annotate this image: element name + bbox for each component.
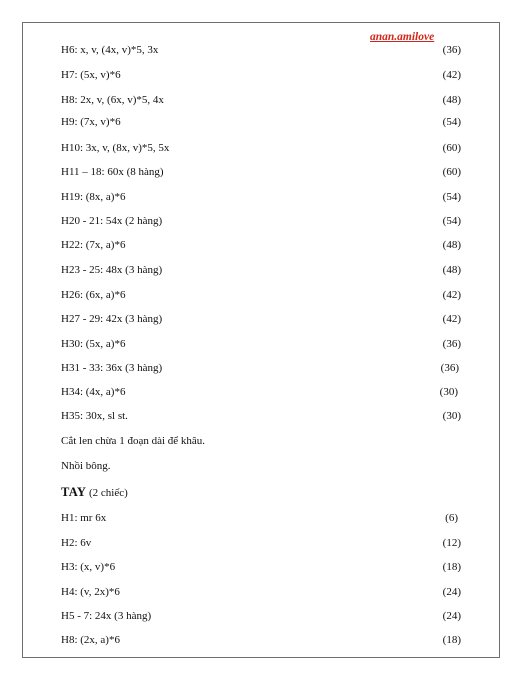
stitch-count: (30) (439, 386, 458, 398)
row-instruction: H11 – 18: 60x (8 hàng) (61, 166, 164, 178)
pattern-row (61, 140, 461, 156)
pattern-row (61, 384, 461, 400)
pattern-row (61, 535, 461, 551)
section-heading-arm (61, 484, 128, 501)
stitch-count: (54) (442, 116, 461, 128)
row-instruction: H22: (7x, a)*6 (61, 239, 126, 251)
section-title: TAY (61, 485, 87, 499)
row-instruction: H19: (8x, a)*6 (61, 191, 126, 203)
pattern-row (61, 42, 461, 58)
pattern-row (61, 584, 461, 600)
pattern-row (61, 164, 461, 180)
stitch-count: (48) (442, 264, 461, 276)
row-instruction: H35: 30x, sl st. (61, 410, 128, 422)
row-instruction: H4: (v, 2x)*6 (61, 586, 120, 598)
pattern-row (61, 608, 461, 624)
stitch-count: (54) (442, 191, 461, 203)
pattern-row (61, 360, 461, 376)
note-line (61, 458, 461, 474)
stitch-count: (36) (440, 362, 459, 374)
pattern-row (61, 237, 461, 253)
row-instruction: H20 - 21: 54x (2 hàng) (61, 215, 163, 227)
stitch-count: (42) (442, 313, 461, 325)
stitch-count: (30) (442, 410, 461, 422)
row-instruction: H7: (5x, v)*6 (61, 69, 121, 81)
note-text: Cắt len chừa 1 đoạn dài để khâu. (61, 435, 206, 447)
stitch-count: (18) (442, 561, 461, 573)
row-instruction: H1: mr 6x (61, 512, 107, 524)
stitch-count: (60) (442, 142, 461, 154)
note-line (61, 433, 461, 449)
row-instruction: H2: 6v (61, 537, 92, 549)
row-instruction: H9: (7x, v)*6 (61, 116, 121, 128)
stitch-count: (24) (442, 610, 461, 622)
row-instruction: H8: 2x, v, (6x, v)*5, 4x (61, 94, 164, 106)
pattern-row (61, 559, 461, 575)
stitch-count: (18) (442, 634, 461, 646)
pattern-row (61, 213, 461, 229)
stitch-count: (36) (442, 44, 461, 56)
pattern-row (61, 67, 461, 83)
row-instruction: H26: (6x, a)*6 (61, 289, 126, 301)
note-text: Nhồi bông. (61, 460, 111, 472)
pattern-row (61, 262, 461, 278)
row-instruction: H5 - 7: 24x (3 hàng) (61, 610, 152, 622)
row-instruction: H31 - 33: 36x (3 hàng) (61, 362, 163, 374)
row-instruction: H10: 3x, v, (8x, v)*5, 5x (61, 142, 170, 154)
pattern-row (61, 92, 461, 108)
row-instruction: H34: (4x, a)*6 (61, 386, 126, 398)
author-watermark: anan.amilove (370, 31, 435, 43)
row-instruction: H6: x, v, (4x, v)*5, 3x (61, 44, 159, 56)
stitch-count: (12) (442, 537, 461, 549)
stitch-count: (24) (442, 586, 461, 598)
pattern-row (61, 408, 461, 424)
stitch-count: (48) (442, 94, 461, 106)
stitch-count: (42) (442, 69, 461, 81)
stitch-count: (42) (442, 289, 461, 301)
pattern-row (61, 632, 461, 648)
stitch-count: (36) (442, 338, 461, 350)
section-subtitle: (2 chiếc) (88, 487, 128, 499)
row-instruction: H3: (x, v)*6 (61, 561, 116, 573)
row-instruction: H27 - 29: 42x (3 hàng) (61, 313, 163, 325)
stitch-count: (6) (445, 512, 458, 524)
pattern-row (61, 189, 461, 205)
stitch-count: (54) (442, 215, 461, 227)
pattern-row (61, 311, 461, 327)
pattern-row (61, 510, 461, 526)
row-instruction: H30: (5x, a)*6 (61, 338, 126, 350)
stitch-count: (60) (442, 166, 461, 178)
row-instruction: H23 - 25: 48x (3 hàng) (61, 264, 163, 276)
pattern-row (61, 336, 461, 352)
stitch-count: (48) (442, 239, 461, 251)
pattern-row (61, 287, 461, 303)
row-instruction: H8: (2x, a)*6 (61, 634, 120, 646)
pattern-row (61, 114, 461, 130)
